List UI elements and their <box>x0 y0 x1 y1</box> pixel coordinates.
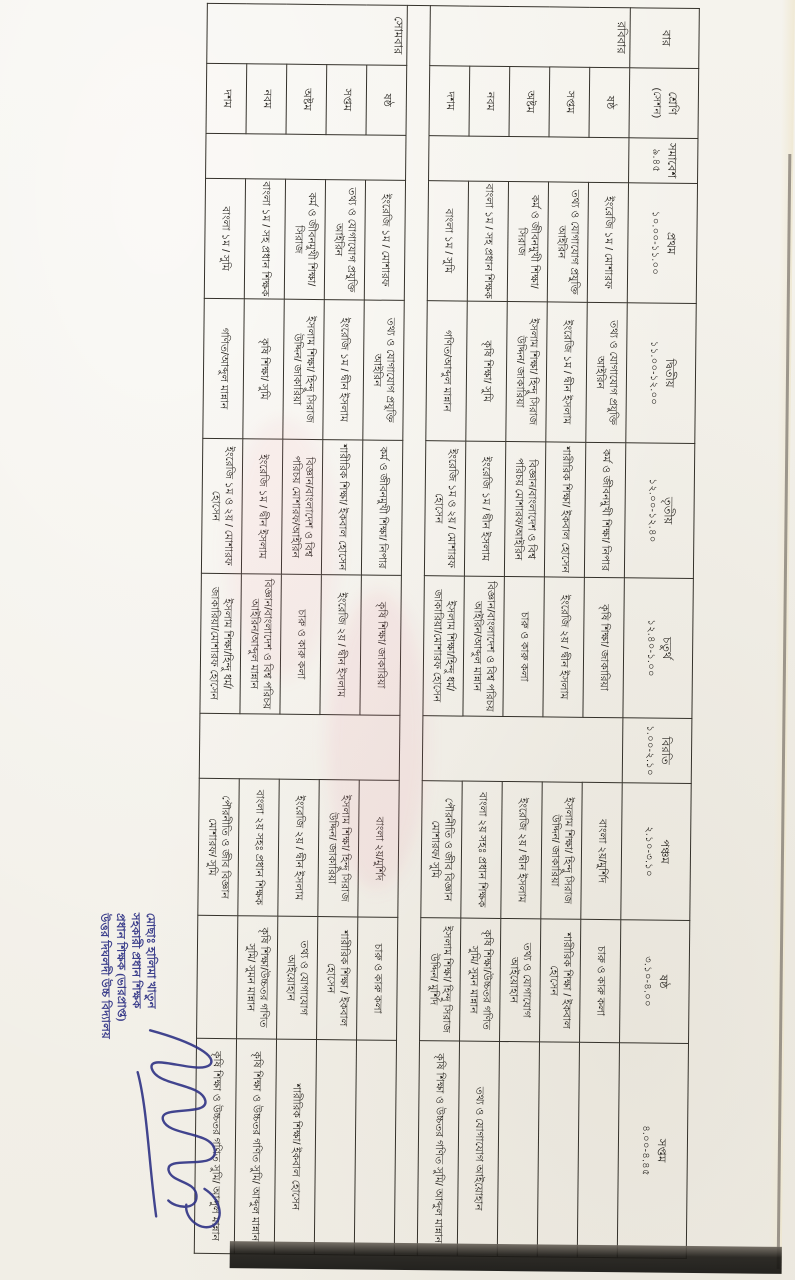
column-header-label: সপ্তম <box>654 1138 667 1163</box>
grade-cell: অষ্টম <box>286 64 327 134</box>
period-cell: শারীরিক শিক্ষা / ইকবাল হোসেন <box>540 919 581 1042</box>
column-header-8 <box>621 783 691 921</box>
period-cell: বাংলা ২য়/মুর্শিদ <box>581 782 622 919</box>
period-cell: বাংলা ১ম / সুমি <box>204 178 245 298</box>
period-cell <box>314 1040 356 1255</box>
period-cell: কর্ম ও জীবনমুখী শিক্ষা/ নিপার <box>361 440 402 575</box>
period-cell: বাংলা ২য় সহঃ প্রধান শিক্ষক <box>461 781 502 918</box>
column-header-3 <box>627 183 697 304</box>
period-cell: বিজ্ঞান/বাংলাদেশ ও বিশ্ব পরিচয় আইরিন/আব্দুল মান্নান <box>240 574 281 714</box>
column-header-4 <box>626 303 696 444</box>
period-cell: শারীরিক শিক্ষা/ ইকবাল হোসেন <box>274 1039 316 1254</box>
column-header-label: বার <box>659 30 672 47</box>
period-cell: বিজ্ঞান/বাংলাদেশ ও বিশ্ব পরিচয় আইরিন/আব্দুল মান্নান <box>463 576 504 716</box>
period-cell: ইসলাম শিক্ষা/ হিন্দু সিরাজ উদ্দিন/ জাকারিয়া <box>283 299 324 439</box>
column-header-time: ২.১০-৩.১০ <box>642 826 655 877</box>
period-cell: কৃষি শিক্ষা ও উচ্চতর গণিত সুমি/ আব্দুল মান্নান <box>194 1038 236 1253</box>
period-cell: চারু ও কারু কলা <box>580 919 621 1042</box>
period-cell: কর্ম ও জীবনমুখী শিক্ষা/ সিরাজ <box>284 179 325 299</box>
column-header-label: সমাবেশ <box>664 143 678 179</box>
period-cell: ইংরেজি ২য় / দ্বীন ইসলাম <box>320 575 361 715</box>
grade-cell: নবম <box>246 64 287 134</box>
column-header-time: ১১.০০-১২.০০ <box>647 340 660 406</box>
grade-cell: সপ্তম <box>326 65 367 135</box>
column-header-6 <box>623 578 693 719</box>
column-header-1 <box>629 68 699 139</box>
column-header-0 <box>630 8 700 69</box>
period-cell: কৃষি শিক্ষা/ সুমি <box>243 299 284 439</box>
period-cell: ইংরেজি ১ম / দ্বীন ইসলাম <box>241 439 282 574</box>
period-cell: ইসলাম শিক্ষা/ হিন্দু সিরাজ উদ্দিন/ জাকারিয়া <box>506 302 547 442</box>
period-cell: গণিত/আব্দুল মান্নান <box>203 298 244 438</box>
day-cell: সোমবার <box>207 3 408 65</box>
period-cell: গণিত/আব্দুল মান্নান <box>426 301 467 441</box>
period-cell: শারীরিক শিক্ষা/ ইকবাল হোসেন <box>321 440 362 575</box>
period-cell: কৃষি শিক্ষা/ সুমি <box>466 301 507 441</box>
grade-cell: ষষ্ঠ <box>589 67 630 137</box>
column-header-label: চতুর্থ <box>659 636 672 660</box>
column-header-7 <box>622 718 692 784</box>
break-cell <box>422 716 623 783</box>
period-cell: বাংলা ২য়/মুর্শিদ <box>358 780 399 917</box>
scan-edge-bar <box>230 1241 782 1274</box>
day-cell: রবিবার <box>430 6 631 68</box>
signature-scrawl <box>114 1012 236 1238</box>
assembly-cell <box>429 136 629 183</box>
period-cell: ইসলাম শিক্ষা/ হিন্দু সিরাজ উদ্দিন/ জাকারিয়া <box>318 780 359 917</box>
column-header-time: ৯.৪৫ <box>650 148 662 173</box>
stamp-line: সহকারী প্রধান শিক্ষক <box>128 912 142 1009</box>
period-cell: কৃষি শিক্ষা ও উচ্চতর গণিত সুমি/ আব্দুল মান্নান <box>417 1041 459 1256</box>
period-cell: ইসলাম শিক্ষা/ হিন্দু সিরাজ উদ্দিন/ মুর্শিদ <box>420 918 461 1041</box>
column-header-label: প্রথম <box>663 231 677 255</box>
period-cell: চারু ও কারু কলা <box>357 917 398 1040</box>
grade-cell: সপ্তম <box>549 67 590 137</box>
period-cell: ইসলাম শিক্ষা/ হিন্দু সিরাজ উদ্দিন/ জাকারিয়া <box>541 782 582 919</box>
period-cell: কৃষি শিক্ষা/উচ্চতর গণিত সুমি/ সুমন মান্নান <box>237 916 278 1039</box>
period-cell: কৃষি শিক্ষা/ জাকারিয়া <box>360 575 401 715</box>
period-cell: তথ্য ও যোগাযোগ আইয়োহান <box>500 918 541 1041</box>
column-header-time: ১.০০-২.১০ <box>643 725 656 776</box>
period-cell: বাংলা ১ম / সহ প্রধান শিক্ষক <box>244 179 285 299</box>
period-cell: বাংলা ২য় সহঃ প্রধান শিক্ষক <box>238 779 279 916</box>
period-cell: পৌরনীতি ও জীব বিজ্ঞান মোশারফ/ সুমি <box>198 778 239 915</box>
column-header-10 <box>617 1043 688 1259</box>
period-cell: কর্ম ও জীবনমুখী শিক্ষা/ নিপার <box>584 442 625 577</box>
period-cell: ইসলাম শিক্ষা/হিন্দু ধর্ম/ জাকারিয়া/মোশারফ হোসেন <box>200 573 241 713</box>
column-header-time: ১০.০০-১১.০০ <box>649 210 661 276</box>
period-cell: কর্ম ও জীবনমুখী শিক্ষা/ সিরাজ <box>507 182 548 302</box>
grade-cell: দশম <box>206 63 247 133</box>
period-cell: বিজ্ঞান/বাংলাদেশ ও বিশ্ব পরিচয় মোশারফ/আইরিন <box>281 439 322 574</box>
column-header-time: ১২.০০-১২.৪০ <box>646 478 659 543</box>
period-cell: চারু ও কারু কলা <box>280 574 321 714</box>
paper-edge-tint <box>769 0 795 1274</box>
period-cell: কৃষি শিক্ষা/উচ্চতর গণিত সুমি/ সুমন মান্নান <box>460 918 501 1041</box>
period-cell <box>354 1040 396 1255</box>
period-cell: বাংলা ১ম / সহ প্রধান শিক্ষক <box>467 181 508 301</box>
column-header-label: ষষ্ঠ <box>656 974 669 989</box>
period-cell: ইংরেজি ১ম / দ্বীন ইসলাম <box>464 441 505 576</box>
period-cell: ইংরেজি ১ম / মোশারফ <box>364 180 405 300</box>
period-cell: ইংরেজি ১ম / মোশারফ <box>587 182 628 302</box>
period-cell: তথ্য ও যোগাযোগ প্রযুক্তি আইরিন <box>547 182 588 302</box>
period-cell <box>497 1041 539 1256</box>
period-cell: ইংরেজি ২য় / দ্বীন ইসলাম <box>543 577 584 717</box>
column-header-5 <box>624 443 694 579</box>
column-header-label: তৃতীয় <box>661 496 674 525</box>
period-cell: ইংরেজি ১ম / দ্বীন ইসলাম <box>546 302 587 442</box>
stamp-line: উত্তর দিঘলদী উচ্চ বিদ্যালয় <box>98 913 112 1039</box>
period-cell: চারু ও কারু কলা <box>503 576 544 716</box>
column-header-label: শ্রেণি <box>665 91 678 115</box>
stamp-line: মোছাঃ হালিমা খাতুন <box>143 912 157 1009</box>
period-cell: পৌরনীতি ও জীব বিজ্ঞান মোশারফ/ সুমি <box>421 781 462 918</box>
period-cell: তথ্য ও যোগাযোগ প্রযুক্তি আইরিন <box>586 302 627 442</box>
period-cell: ইংরেজি ২য় / দ্বীন ইসলাম <box>501 781 542 918</box>
period-cell: শারীরিক শিক্ষা/ ইকবাল হোসেন <box>544 442 585 577</box>
header-row <box>617 8 699 1259</box>
period-cell: বাংলা ১ম / সুমি <box>427 181 468 301</box>
period-cell: বিজ্ঞান/বাংলাদেশ ও বিশ্ব পরিচয় মোশারফ/আইরিন <box>504 441 545 576</box>
period-cell: ইংরেজি ১ম / দ্বীন ইসলাম <box>323 300 364 440</box>
column-header-2 <box>629 138 698 184</box>
grade-cell: অষ্টম <box>509 67 550 137</box>
grade-cell: দশম <box>429 66 470 136</box>
column-header-time: ১২.৪০-১.০০ <box>644 619 657 677</box>
period-cell: শারীরিক শিক্ষা / ইকবাল হোসেন <box>317 917 358 1040</box>
grade-cell: নবম <box>469 66 510 136</box>
period-cell: তথ্য ও যোগাযোগ আইয়োহান <box>277 916 318 1039</box>
period-cell: তথ্য ও যোগাযোগ আইয়োহান <box>457 1041 499 1256</box>
column-header-label: পঞ্চম <box>657 839 670 864</box>
grade-cell: ষষ্ঠ <box>366 65 407 135</box>
stamp-line: প্রধান শিক্ষক (ভারপ্রাপ্ত) <box>113 913 127 1022</box>
column-header-time: ৪.০০-৪.৪৫ <box>639 1125 652 1176</box>
period-cell: তথ্য ও যোগাযোগ প্রযুক্তি আইরিন <box>324 180 365 300</box>
period-cell: ইংরেজি ১ম ও ২য় / মোশারফ হোসেন <box>201 438 242 573</box>
column-header-time: (সেশন) <box>650 87 663 119</box>
period-cell <box>537 1042 579 1257</box>
period-cell: ইসলাম শিক্ষা/হিন্দু ধর্ম/ জাকারিয়া/মোশারফ হোসেন <box>423 576 464 716</box>
column-header-label: দ্বিতীয় <box>662 358 675 388</box>
period-cell: ইংরেজি ২য় / দ্বীন ইসলাম <box>278 779 319 916</box>
period-cell: কৃষি শিক্ষা/ জাকারিয়া <box>583 577 624 717</box>
period-cell: কৃষি শিক্ষা ও উচ্চতর গণিত সুমি/ আব্দুল মান্নান <box>234 1039 276 1254</box>
assembly-cell <box>206 133 406 180</box>
column-header-9 <box>620 920 690 1044</box>
period-cell: ইংরেজি ১ম ও ২য় / মোশারফ হোসেন <box>424 441 465 576</box>
column-header-time: ৩.১০-৪.০০ <box>641 956 654 1007</box>
period-cell <box>577 1042 619 1257</box>
period-cell: তথ্য ও যোগাযোগ প্রযুক্তি আইরিন <box>363 300 404 440</box>
column-header-label: বিরতি <box>658 736 671 765</box>
